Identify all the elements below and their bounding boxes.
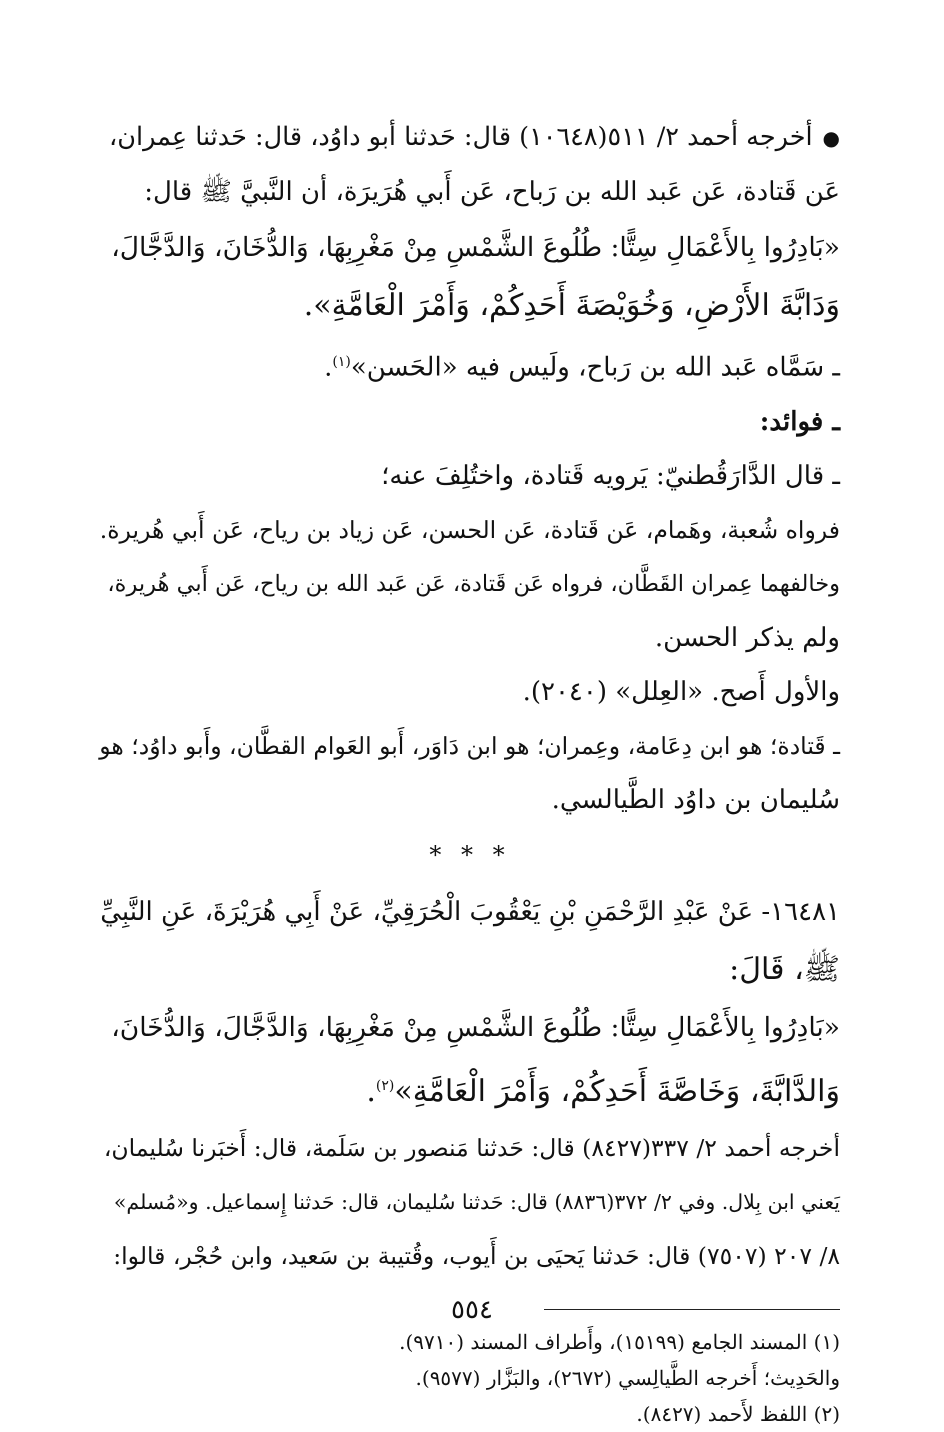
- footnote-ref-1[interactable]: (١): [332, 354, 351, 370]
- entry-1-quote-line-1: «بَادِرُوا بِالأَعْمَالِ سِتًّا: طُلُوعَ الشَّمْسِ مِنْ مَغْرِبِهَا، وَالدُّخَانَ، وَالدَّجَّالَ،: [111, 232, 840, 263]
- fawaid-line: فرواه شُعبة، وهَمام، عَن قَتادة، عَن الحسن، عَن زياد بن رياح، عَن أَبي هُريرة.: [99, 515, 840, 544]
- fawaid-line: ولم يذكر الحسن.: [654, 622, 840, 653]
- fawaid-line: ـ قَتادة؛ هو ابن دِعَامة، وعِمران؛ هو ابن دَاوَر، أَبو العَوام القطَّان، وأَبو داوُد؛ هو: [99, 731, 840, 760]
- entry-1-quote-line-2: وَدَابَّةَ الأَرْضِ، وَخُوَيْصَةَ أَحَدِكُمْ، وَأَمْرَ الْعَامَّةِ».: [303, 288, 840, 323]
- hadith-line-2: ﷺ، قَالَ:: [729, 951, 840, 987]
- footnote-ref-2[interactable]: (٢): [375, 1077, 395, 1094]
- hadith-line-1: ١٦٤٨١- عَنْ عَبْدِ الرَّحْمَنِ بْنِ يَعْقُوبَ الْحُرَقِيِّ، عَنْ أَبِي هُرَيْرَةَ، عَنِ النَّبِيِّ: [100, 896, 840, 927]
- entry-2: [100, 883, 840, 1283]
- entry-1-line-1: ●أخرجه أحمد ٢/ ٥١١(١٠٦٤٨) قال: حَدثنا أبو داوُد، قال: حَدثنا عِمران،: [109, 122, 840, 152]
- fawaid-heading: ـ فوائد:: [759, 406, 840, 437]
- footnote-1: (١) المسند الجامع (١٥١٩٩)، وأَطراف المسند (٩٧١٠).: [399, 1329, 840, 1354]
- page-number: ٥٥٤: [451, 1295, 493, 1325]
- fawaid-line: والأول أَصح. «العِلل» (٢٠٤٠).: [522, 676, 840, 707]
- footnote-1-cont: والحَدِيث؛ أَخرجه الطَّيالِسي (٢٦٧٢)، والبَزَّار (٩٥٧٧).: [415, 1365, 840, 1390]
- fawaid-line: ـ قال الدَّارَقُطنيّ: يَرويه قَتادة، واختُلِفَ عنه؛: [381, 460, 840, 491]
- entry-2-quote-line-2: وَالدَّابَّةَ، وَخَاصَّةَ أَحَدِكُمْ، وَأَمْرَ الْعَامَّةِ»$^{(٢)}$.: [366, 1073, 840, 1109]
- entry-1: [100, 110, 840, 395]
- sources-line: أخرجه أحمد ٢/ ٣٣٧(٨٤٢٧) قال: حَدثنا مَنصور بن سَلَمة، قال: أَخبَرنا سُليمان،: [103, 1133, 840, 1162]
- fawaid-line: سُليمان بن داوُد الطَّيالسي.: [551, 784, 840, 815]
- fawaid-section: [100, 395, 840, 827]
- entry-2-quote-line-1: «بَادِرُوا بِالأَعْمَالِ سِتًّا: طُلُوعَ الشَّمْسِ مِنْ مَغْرِبِهَا، وَالدَّجَّالَ، وَالدُّخَانَ،: [111, 1011, 840, 1043]
- footnotes: [100, 1324, 840, 1432]
- entry-1-line-2: عَن قَتادة، عَن عَبد الله بن رَباح، عَن أَبي هُرَيرَة، أن النَّبيَّ ﷺ قال:: [144, 177, 840, 207]
- fawaid-line: وخالفهما عِمران القَطَّان، فرواه عَن قَتادة، عَن عَبد الله بن رياح، عَن أَبي هُريرة،: [107, 570, 840, 597]
- bullet-icon: ●: [822, 126, 840, 150]
- sources-line: ٨/ ٢٠٧ (٧٥٠٧) قال: حَدثنا يَحيَى بن أَيوب، وقُتيبة بن سَعيد، وابن حُجْر، قالوا:: [113, 1241, 840, 1270]
- sources-line: يَعني ابن بِلال. وفي ٢/ ٣٧٢(٨٨٣٦) قال: حَدثنا سُليمان، قال: حَدثنا إِسماعيل. و«مُسلم»: [113, 1189, 840, 1214]
- naming-note: ـ سَمَّاه عَبد الله بن رَباح، ولَيس فيه «الحَسن»$^{(١)}$.: [324, 352, 840, 383]
- footnote-2: (٢) اللفظ لأَحمد (٨٤٢٧).: [636, 1401, 840, 1426]
- section-separator-stars: * * *: [429, 840, 511, 869]
